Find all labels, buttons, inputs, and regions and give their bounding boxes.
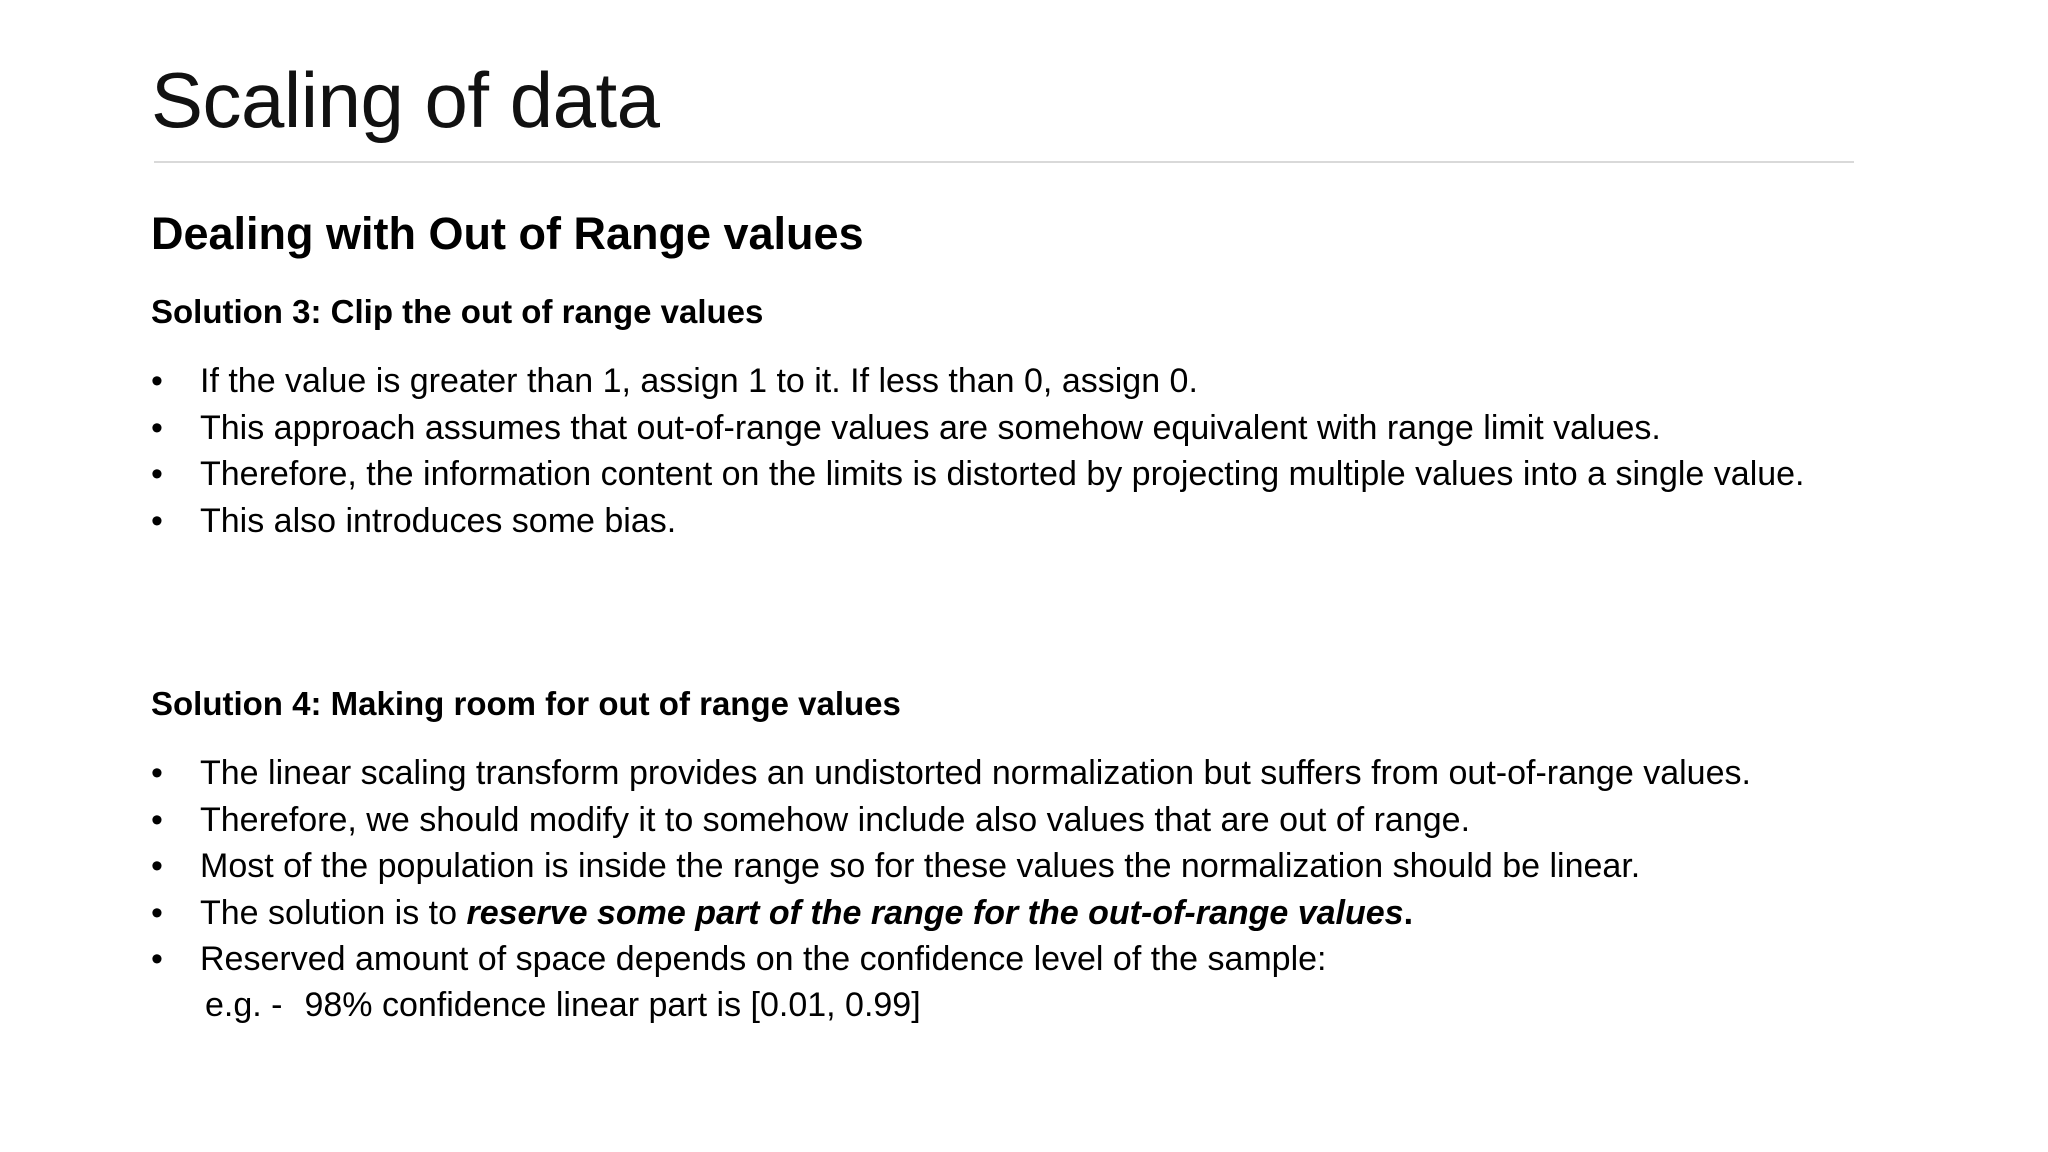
bullet-icon: • [151,408,163,447]
bullet-icon: • [151,455,163,493]
list-item [151,843,1871,890]
bullet-icon: • [151,893,163,932]
example-line [205,982,921,1029]
example-label: e.g. - [205,986,283,1024]
bullet-text: Reserved amount of space depends on the confidence level of the sample: [200,940,1327,978]
bullet-text: This approach assumes that out-of-range values are somehow equivalent with range limit values. [200,408,1661,447]
solution-4-bullet-list [151,750,1871,983]
bullet-text: Therefore, we should modify it to somehow include also values that are out of range. [200,800,1471,839]
solution-3-heading: Solution 3: Clip the out of range values [151,293,764,330]
bullet-text-prefix: The solution is to [200,893,467,932]
bullet-text: Most of the population is inside the range so for these values the normalization should be linear. [200,847,1641,885]
bullet-text: The linear scaling transform provides an undistorted normalization but suffers from out-of-range values. [200,754,1751,792]
bullet-icon: • [151,800,163,839]
list-item [151,890,1871,937]
example-text: 98% confidence linear part is [0.01, 0.99] [304,986,921,1024]
list-item [151,498,1871,545]
list-item [151,936,1871,983]
list-item [151,750,1871,797]
bullet-icon: • [151,754,163,792]
slide-title: Scaling of data [151,56,660,144]
bullet-text: Therefore, the information content on the limits is distorted by projecting multiple values into a single value. [200,455,1805,493]
list-item [151,451,1871,498]
bullet-text: This also introduces some bias. [200,501,677,540]
bullet-icon: • [151,940,163,978]
bullet-text-suffix: . [1403,893,1414,932]
title-divider [154,161,1854,163]
section-heading: Dealing with Out of Range values [151,208,864,259]
list-item [151,797,1871,844]
solution-4-heading: Solution 4: Making room for out of range values [151,685,901,722]
bullet-icon: • [151,362,163,400]
list-item [151,405,1871,452]
solution-3-bullet-list [151,358,1871,544]
bullet-text: If the value is greater than 1, assign 1 to it. If less than 0, assign 0. [200,362,1198,400]
bullet-icon: • [151,847,163,885]
bullet-icon: • [151,501,163,540]
bullet-text-emphasis: reserve some part of the range for the out-of-range values [466,893,1404,932]
list-item [151,358,1871,405]
